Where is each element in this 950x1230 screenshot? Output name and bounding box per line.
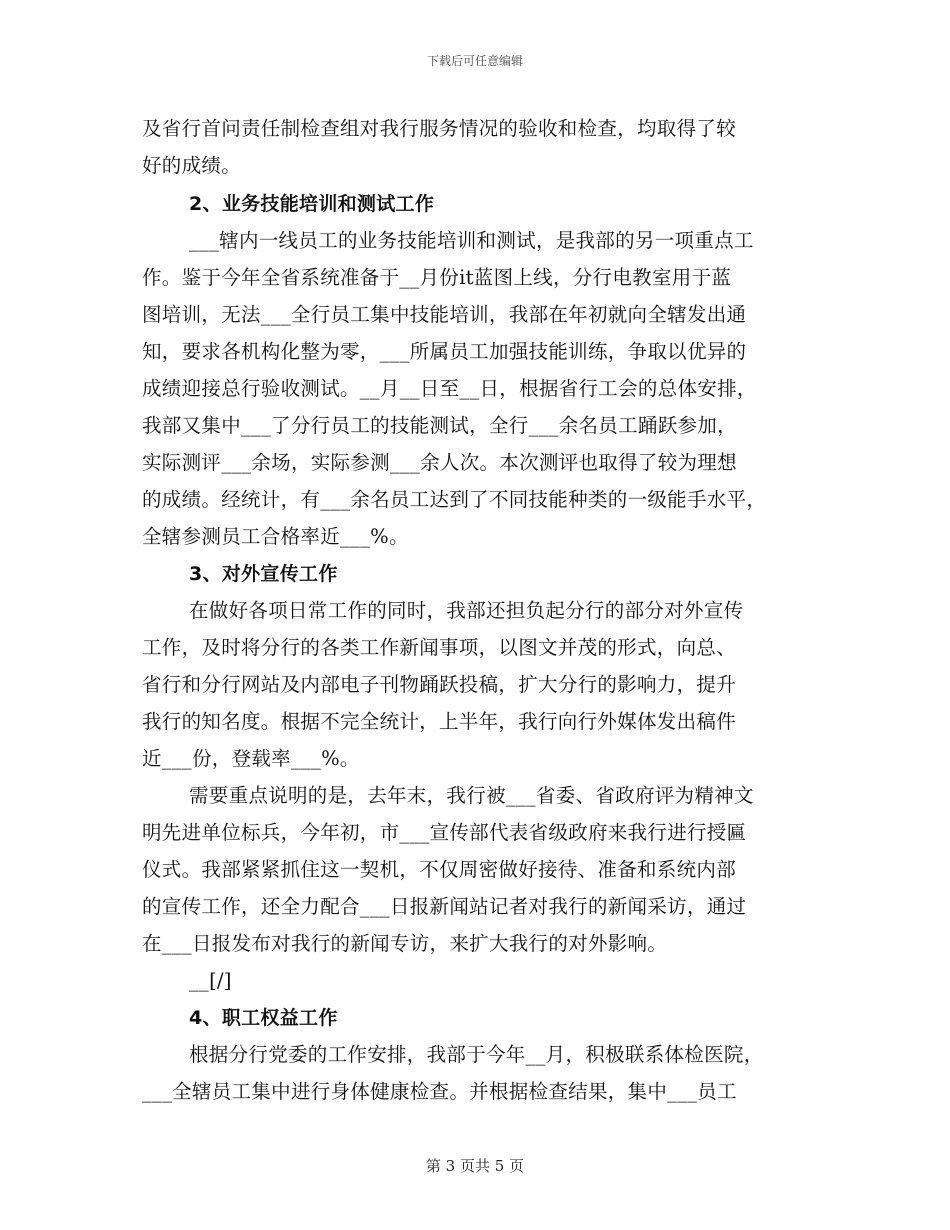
- paragraph-line: 省行和分行网站及内部电子刊物踊跃投稿，扩大分行的影响力，提升: [142, 673, 737, 696]
- page-footer: 第 3 页共 5 页: [425, 1157, 525, 1175]
- paragraph-line: 明先进单位标兵，今年初，市___宣传部代表省级政府来我行进行授匾: [142, 821, 747, 844]
- paragraph-line: 需要重点说明的是，去年末，我行被___省委、省政府评为精神文: [189, 784, 754, 807]
- paragraph-line: 的成绩。经统计，有___余名员工达到了不同技能种类的一级能手水平，: [142, 488, 767, 511]
- paragraph-line: 的宣传工作，还全力配合___日报新闻站记者对我行的新闻采访，通过: [142, 895, 747, 918]
- paragraph-line: 好的成绩。: [142, 154, 242, 177]
- paragraph-line: 近___份，登载率___%。: [142, 747, 360, 770]
- paragraph-line: ___辖内一线员工的业务技能培训和测试，是我部的另一项重点工: [189, 229, 754, 252]
- paragraph-line: 图培训，无法___全行员工集中技能培训，我部在年初就向全辖发出通: [142, 303, 747, 326]
- paragraph-line: 在___日报发布对我行的新闻专访，来扩大我行的对外影响。: [142, 932, 668, 955]
- paragraph-line: 知，要求各机构化整为零，___所属员工加强技能训练，争取以优异的: [142, 340, 747, 363]
- paragraph-line: 根据分行党委的工作安排，我部于今年__月，积极联系体检医院，: [189, 1043, 764, 1066]
- section-heading: 2、业务技能培训和测试工作: [189, 193, 435, 215]
- paragraph-line: ___全辖员工集中进行身体健康检查。并根据检查结果，集中___员工: [142, 1080, 737, 1103]
- section-heading: 4、职工权益工作: [189, 1007, 338, 1029]
- paragraph-line: 工作，及时将分行的各类工作新闻事项，以图文并茂的形式，向总、: [142, 636, 737, 659]
- paragraph-line: 及省行首问责任制检查组对我行服务情况的验收和检查，均取得了较: [142, 117, 737, 140]
- page-header: 下载后可任意编辑: [426, 54, 523, 68]
- section-heading: 3、对外宣传工作: [189, 563, 338, 585]
- paragraph-line: __[/]: [189, 969, 232, 992]
- paragraph-line: 仪式。我部紧紧抓住这一契机，不仅周密做好接待、准备和系统内部: [142, 858, 737, 881]
- paragraph-line: 全辖参测员工合格率近___%。: [142, 525, 409, 548]
- paragraph-line: 在做好各项日常工作的同时，我部还担负起分行的部分对外宣传: [189, 599, 744, 622]
- paragraph-line: 成绩迎接总行验收测试。__月__日至__日，根据省行工会的总体安排，: [142, 377, 757, 400]
- paragraph-line: 作。鉴于今年全省系统准备于__月份it蓝图上线，分行电教室用于蓝: [142, 266, 732, 289]
- paragraph-line: 我部又集中___了分行员工的技能测试，全行___余名员工踊跃参加，: [142, 414, 737, 437]
- paragraph-line: 我行的知名度。根据不完全统计，上半年，我行向行外媒体发出稿件: [142, 710, 737, 733]
- paragraph-line: 实际测评___余场，实际参测___余人次。本次测评也取得了较为理想: [142, 451, 737, 474]
